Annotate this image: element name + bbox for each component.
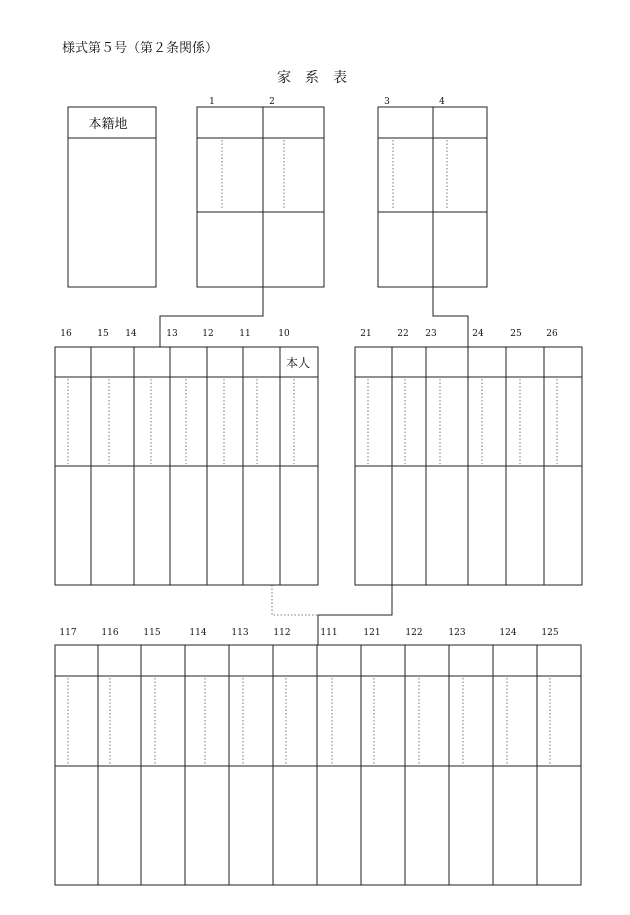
person-number: 122	[405, 628, 423, 638]
person-number: 114	[189, 628, 207, 638]
grid-g5	[55, 628, 581, 885]
person-number: 16	[60, 329, 72, 339]
grid-g2	[378, 97, 487, 287]
person-number: 115	[143, 628, 161, 638]
person-number: 3	[384, 97, 390, 107]
person-number: 24	[472, 329, 484, 339]
domicile-frame	[68, 107, 156, 287]
grid-g1	[197, 97, 324, 287]
grid-g4	[355, 329, 582, 585]
person-number: 10	[278, 329, 290, 339]
grid-frame	[55, 645, 581, 885]
person-number: 21	[360, 329, 372, 339]
person-number: 123	[448, 628, 466, 638]
form-label: 様式第５号（第２条関係）	[62, 41, 219, 56]
connector-maternal	[433, 287, 468, 347]
person-number: 23	[425, 329, 437, 339]
domicile-box	[68, 107, 156, 287]
person-number: 14	[125, 329, 137, 339]
person-number: 15	[97, 329, 109, 339]
person-number: 26	[546, 329, 558, 339]
person-number: 4	[439, 97, 445, 107]
person-number: 12	[202, 329, 214, 339]
person-number: 125	[541, 628, 559, 638]
person-number: 113	[231, 628, 249, 638]
person-number: 13	[166, 329, 178, 339]
person-number: 124	[499, 628, 517, 638]
grid-g3	[55, 329, 318, 585]
self-label: 本人	[285, 356, 311, 370]
person-number: 116	[101, 628, 119, 638]
person-number: 117	[59, 628, 77, 638]
person-number: 112	[273, 628, 291, 638]
person-number: 2	[269, 97, 275, 107]
page-title: 家 系 表	[277, 70, 347, 86]
person-number: 25	[510, 329, 522, 339]
connector-self-dotted	[272, 585, 318, 615]
person-number: 121	[363, 628, 381, 638]
person-number: 22	[397, 329, 409, 339]
grid-frame	[197, 107, 324, 287]
person-number: 1	[209, 97, 215, 107]
person-number: 111	[320, 628, 338, 638]
person-number: 11	[239, 329, 251, 339]
domicile-label: 本籍地	[88, 117, 128, 132]
